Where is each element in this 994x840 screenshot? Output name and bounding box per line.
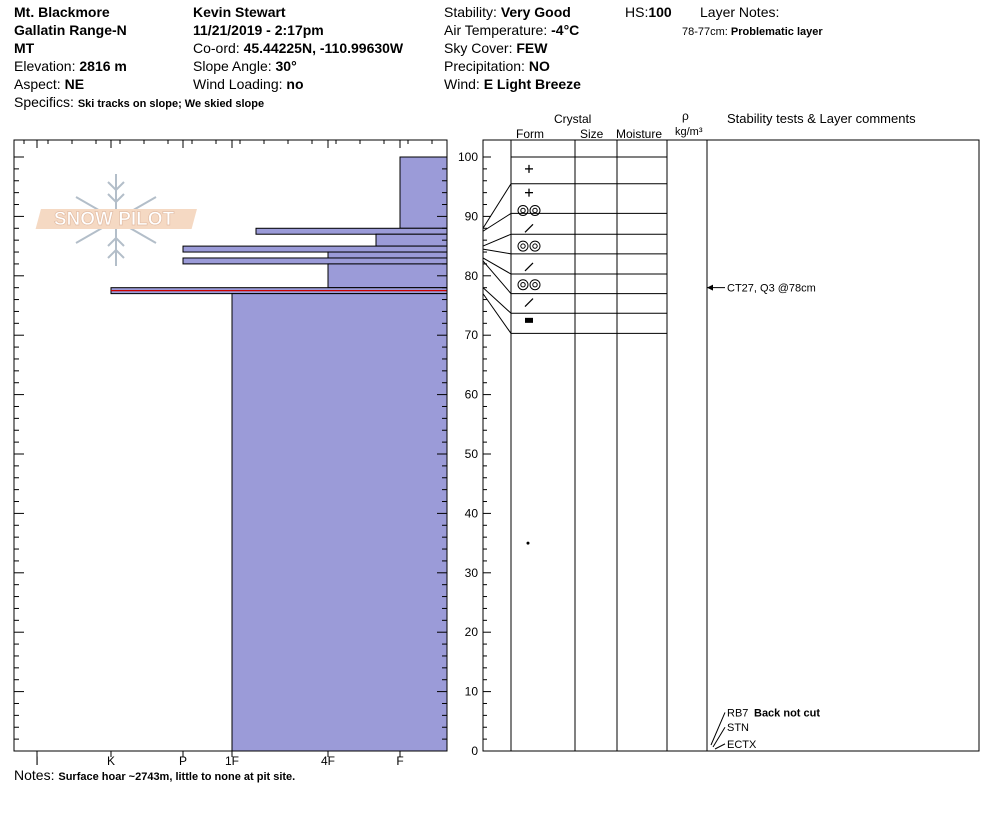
hardness-bar — [232, 294, 447, 751]
layer-connector — [483, 234, 511, 246]
wind-loading-label: Wind Loading: — [193, 76, 283, 92]
hardness-tick-label: K — [106, 754, 116, 768]
wind-loading-value: no — [286, 76, 304, 92]
y-tick-label: 10 — [464, 684, 478, 699]
rounded-grain-symbol — [518, 280, 528, 290]
logo-text: SNOW PILOT — [53, 209, 175, 230]
crust-symbol — [525, 318, 533, 323]
faceted-grain-symbol — [525, 224, 533, 232]
coord-value: 45.44225N, -110.99630W — [243, 40, 404, 56]
rho-header: ρ — [682, 109, 689, 123]
hardness-tick-label: I — [35, 754, 39, 768]
elevation-label: Elevation: — [14, 58, 76, 74]
form-header: Form — [516, 127, 544, 141]
hardness-bar — [183, 258, 447, 264]
moisture-header: Moisture — [616, 127, 663, 141]
rounded-grain-symbol — [533, 244, 537, 248]
air-temp-label: Air Temperature: — [444, 22, 548, 38]
elevation-value: 2816 m — [79, 58, 127, 74]
layer-notes-label: Layer Notes: — [700, 4, 780, 20]
hardness-tick-label: F — [396, 754, 404, 768]
slope-label: Slope Angle: — [193, 58, 272, 74]
wind-label: Wind: — [444, 76, 480, 92]
observation-datetime: 11/21/2019 - 2:17pm — [193, 22, 324, 38]
y-tick-label: 80 — [464, 268, 478, 283]
crystal-header: Crystal — [554, 112, 592, 126]
wind-value: E Light Breeze — [483, 76, 581, 92]
size-header: Size — [580, 127, 604, 141]
y-tick-label: 70 — [464, 328, 478, 343]
rounded-grain-symbol — [530, 280, 540, 290]
precip-value: NO — [528, 58, 550, 74]
stability-test-comment: Back not cut — [754, 707, 821, 720]
rounded-grain-symbol — [530, 241, 540, 251]
hardness-bar — [328, 252, 447, 258]
aspect-value: NE — [64, 76, 85, 92]
specifics-value: Ski tracks on slope; We skied slope — [77, 98, 265, 110]
stability-test-label: CT27, Q3 @78cm — [727, 282, 816, 295]
stability-label: Stability: — [444, 4, 497, 20]
y-tick-label: 50 — [464, 447, 478, 461]
notes-label: Notes: — [14, 767, 55, 783]
stability-test-label: ECTX — [727, 738, 757, 751]
density-unit-header: kg/m³ — [675, 126, 703, 138]
y-tick-label: 60 — [464, 387, 478, 402]
layer-connector — [483, 249, 511, 254]
location-state: MT — [14, 40, 35, 56]
rounded-grain-symbol — [521, 208, 525, 212]
stability-test-arrowhead — [707, 285, 713, 291]
layer-connector — [483, 184, 511, 229]
hardness-bar — [400, 157, 447, 228]
hardness-bar — [328, 264, 447, 288]
hardness-tick-label: 4F — [320, 754, 336, 768]
faceted-grain-symbol — [525, 263, 533, 271]
stability-test-arrow — [715, 744, 725, 749]
hardness-bar — [256, 228, 447, 234]
sky-value: FEW — [516, 40, 548, 56]
sky-label: Sky Cover: — [444, 40, 513, 56]
rounded-grain-symbol — [518, 205, 528, 215]
layer-note-range: 78-77cm: — [682, 26, 728, 38]
snowpilot-logo — [36, 174, 197, 266]
hardness-tick-label: 1F — [224, 754, 240, 768]
y-tick-label: 0 — [471, 744, 478, 758]
location-name: Mt. Blackmore — [14, 4, 110, 20]
coord-label: Co-ord: — [193, 40, 240, 56]
air-temp-value: -4°C — [551, 22, 580, 38]
hardness-bar — [376, 234, 447, 246]
rounded-grain-symbol — [518, 241, 528, 251]
stability-test-label: STN — [727, 722, 749, 735]
slope-value: 30° — [275, 58, 297, 74]
stability-comments-header: Stability tests & Layer comments — [727, 111, 916, 126]
specifics-label: Specifics: — [14, 94, 74, 110]
notes-value: Surface hoar ~2743m, little to none at pit site. — [58, 771, 296, 783]
stability-test-label: RB7 — [727, 707, 749, 720]
rounded-grain-symbol — [533, 208, 537, 212]
rounded-grain-symbol — [533, 283, 537, 287]
density-point — [527, 542, 530, 545]
layer-connector — [483, 294, 511, 334]
hs-label: HS: — [625, 4, 649, 20]
rounded-grain-symbol — [530, 205, 540, 215]
y-tick-label: 20 — [464, 625, 478, 640]
y-tick-label: 100 — [457, 150, 478, 164]
grain-panel-frame — [483, 140, 979, 751]
rounded-grain-symbol — [521, 244, 525, 248]
precip-label: Precipitation: — [444, 58, 525, 74]
faceted-grain-symbol — [525, 299, 533, 307]
stability-test-arrow — [711, 712, 725, 745]
observer-name: Kevin Stewart — [193, 4, 286, 20]
rounded-grain-symbol — [521, 283, 525, 287]
hs-value: 100 — [648, 4, 672, 20]
hardness-tick-label: P — [178, 754, 188, 768]
layer-note-text: Problematic layer — [730, 26, 823, 38]
hardness-bar — [183, 246, 447, 252]
stability-value: Very Good — [500, 4, 571, 20]
y-tick-label: 90 — [464, 209, 478, 224]
location-range: Gallatin Range-N — [14, 22, 127, 38]
y-tick-label: 30 — [464, 565, 478, 580]
y-tick-label: 40 — [464, 506, 478, 521]
aspect-label: Aspect: — [14, 76, 61, 92]
